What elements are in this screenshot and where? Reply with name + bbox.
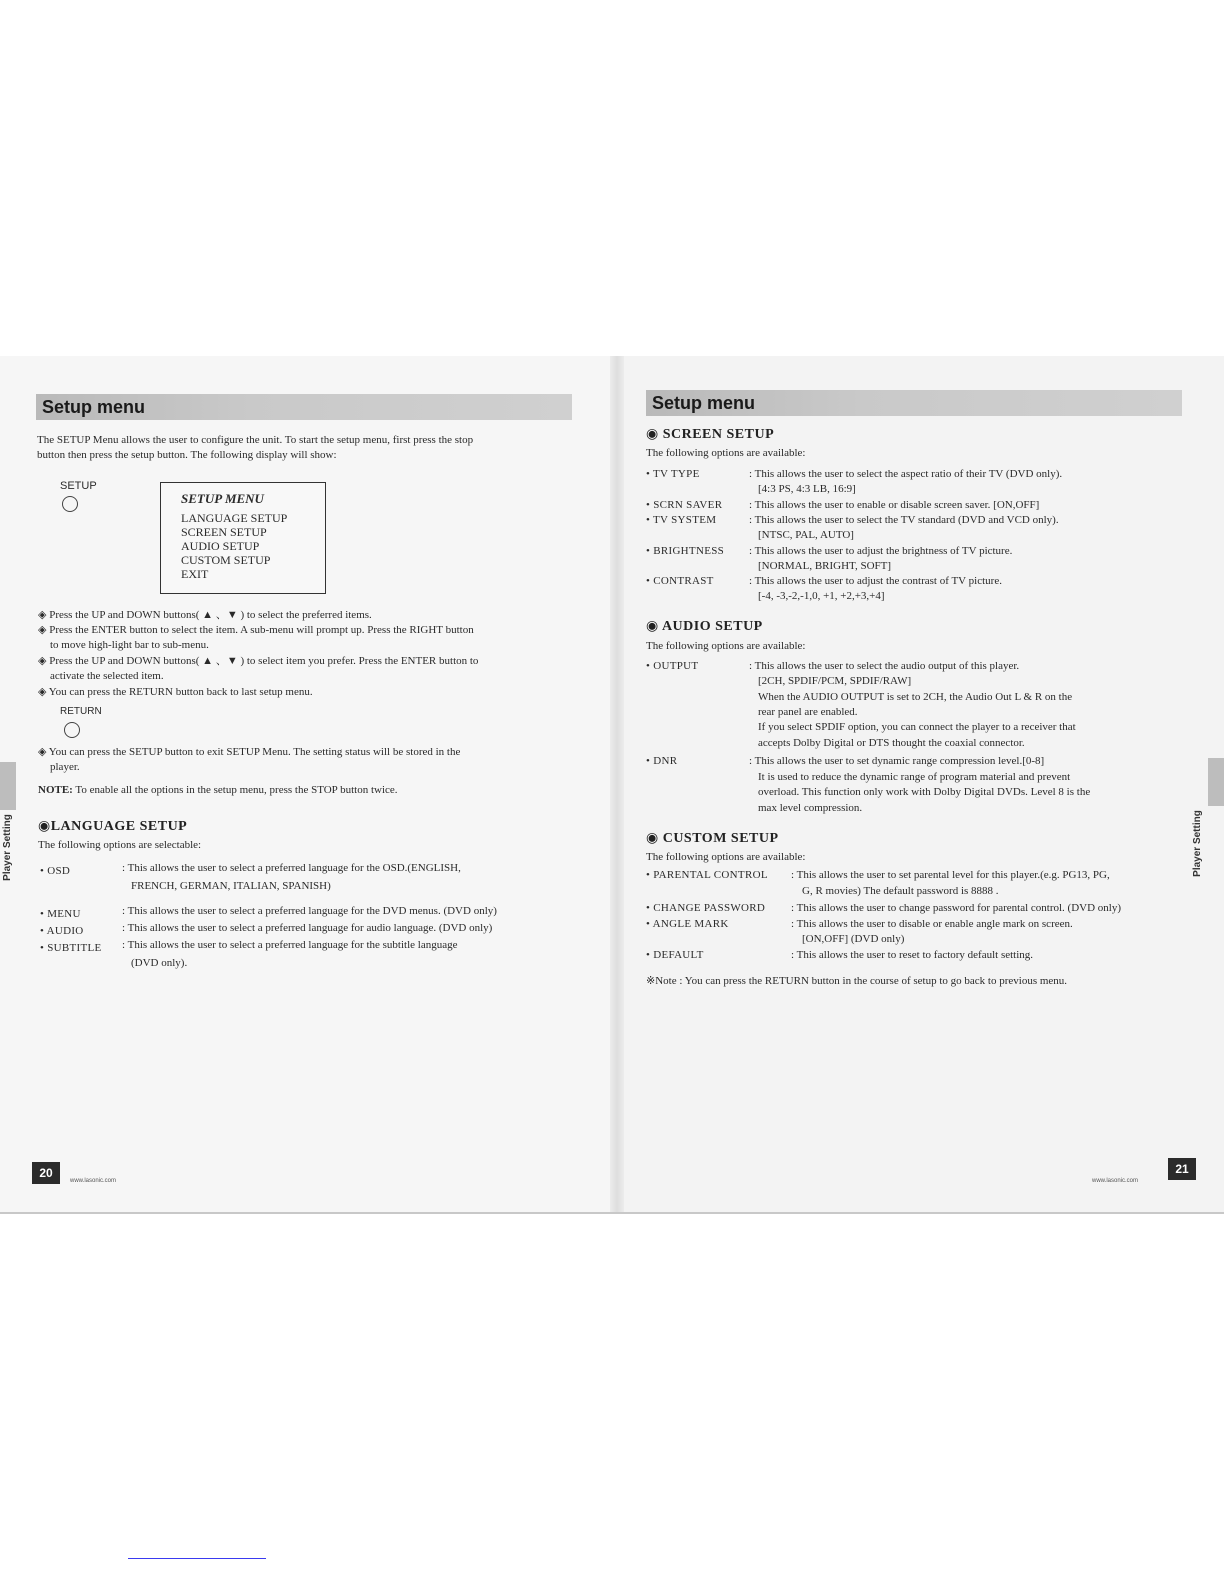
blue-underline <box>128 1558 266 1559</box>
option-label-contrast: • CONTRAST <box>646 575 714 587</box>
option-desc: : This allows the user to disable or enable angle mark on screen. <box>791 918 1073 930</box>
option-label-subtitle: • SUBTITLE <box>40 942 102 954</box>
option-desc: : This allows the user to select a preferred language for the DVD menus. (DVD only) <box>122 905 497 917</box>
book-spread <box>0 356 1224 1214</box>
option-desc: : This allows the user to reset to factory default setting. <box>791 949 1034 961</box>
page-number: 21 <box>1168 1158 1196 1180</box>
setup-menu-item: SCREEN SETUP <box>181 525 267 539</box>
option-desc: It is used to reduce the dynamic range of program material and prevent <box>758 771 1071 783</box>
audio-setup-title: ◉ AUDIO SETUP <box>646 619 763 634</box>
option-label-osd: • OSD <box>40 865 71 877</box>
page-fold <box>610 356 624 1212</box>
left-page <box>0 356 610 1212</box>
option-desc: : This allows the user to adjust the brightness of TV picture. <box>749 545 1013 557</box>
intro-line: button then press the setup button. The following display will show: <box>37 449 337 461</box>
option-label-menu: • MENU <box>40 908 81 920</box>
screen-setup-title: ◉ SCREEN SETUP <box>646 427 775 442</box>
instruction-line: activate the selected item. <box>50 670 164 682</box>
option-desc: [ON,OFF] (DVD only) <box>802 933 905 945</box>
option-desc: : This allows the user to select a preferred language for the subtitle language <box>122 939 458 951</box>
option-desc: : This allows the user to select a preferred language for audio language. (DVD only) <box>122 922 493 934</box>
option-label-output: • OUTPUT <box>646 660 699 672</box>
instruction-line: ◈ Press the ENTER button to select the item. A sub-menu will prompt up. Press the RIGHT button <box>38 624 474 636</box>
setup-menu-item: AUDIO SETUP <box>181 539 260 553</box>
option-label-tv-type: • TV TYPE <box>646 468 700 480</box>
left-page-header: Setup menu <box>36 394 572 420</box>
option-desc: : This allows the user to enable or disable screen saver. [ON,OFF] <box>749 499 1040 511</box>
option-desc: : This allows the user to select a preferred language for the OSD.(ENGLISH, <box>122 862 461 874</box>
custom-setup-title: ◉ CUSTOM SETUP <box>646 831 779 846</box>
option-desc: If you select SPDIF option, you can connect the player to a receiver that <box>758 721 1076 733</box>
side-tab <box>1208 758 1224 806</box>
footer-url: www.lasonic.com <box>70 1178 117 1184</box>
setup-button-label: SETUP <box>60 480 97 492</box>
option-desc: : This allows the user to select the TV standard (DVD and VCD only). <box>749 514 1059 526</box>
return-button-icon <box>64 722 80 738</box>
option-desc: [-4, -3,-2,-1,0, +1, +2,+3,+4] <box>758 590 885 602</box>
option-desc: [4:3 PS, 4:3 LB, 16:9] <box>758 483 856 495</box>
option-label-dnr: • DNR <box>646 755 678 767</box>
exit-note-line: ◈ You can press the SETUP button to exit SETUP Menu. The setting status will be stored in the <box>38 746 461 758</box>
side-tab-text: Player Setting <box>1191 810 1203 877</box>
instruction-line: ◈ You can press the RETURN button back to last setup menu. <box>38 686 313 698</box>
option-desc: [NTSC, PAL, AUTO] <box>758 529 854 541</box>
instruction-line: to move high-light bar to sub-menu. <box>50 639 209 651</box>
setup-button-icon <box>62 496 78 512</box>
note-line <box>38 783 398 798</box>
option-desc: : This allows the user to set parental level for this player.(e.g. PG13, PG, <box>791 869 1110 881</box>
option-desc: accepts Dolby Digital or DTS thought the coaxial connector. <box>758 737 1025 749</box>
option-desc: overload. This function only work with Dolby Digital DVDs. Level 8 is the <box>758 786 1091 798</box>
language-setup-title: ◉LANGUAGE SETUP <box>38 819 188 834</box>
option-desc: : This allows the user to adjust the contrast of TV picture. <box>749 575 1002 587</box>
option-desc: rear panel are enabled. <box>758 706 858 718</box>
setup-menu-item: EXIT <box>181 567 209 581</box>
intro-line: The SETUP Menu allows the user to configure the unit. To start the setup menu, first press the stop <box>37 434 474 446</box>
option-desc: [2CH, SPDIF/PCM, SPDIF/RAW] <box>758 675 912 687</box>
option-label-scrn-saver: • SCRN SAVER <box>646 499 723 511</box>
exit-note-line: player. <box>50 761 80 773</box>
instruction-line: ◈ Press the UP and DOWN buttons( ▲ 、▼ ) to select the preferred items. <box>38 609 372 621</box>
page-number: 20 <box>32 1162 60 1184</box>
option-label-brightness: • BRIGHTNESS <box>646 545 725 557</box>
option-desc: : This allows the user to select the audio output of this player. <box>749 660 1020 672</box>
option-desc: (DVD only). <box>131 957 188 969</box>
option-desc: When the AUDIO OUTPUT is set to 2CH, the Audio Out L & R on the <box>758 691 1073 703</box>
note-text: To enable all the options in the setup menu, press the STOP button twice. <box>75 784 398 796</box>
audio-setup-subtitle: The following options are available: <box>646 640 806 652</box>
setup-menu-display <box>160 482 326 594</box>
setup-menu-item: CUSTOM SETUP <box>181 553 271 567</box>
option-label-default: • DEFAULT <box>646 949 704 961</box>
side-tab <box>0 762 16 810</box>
option-desc: : This allows the user to select the aspect ratio of their TV (DVD only). <box>749 468 1063 480</box>
language-setup-subtitle: The following options are selectable: <box>38 839 202 851</box>
right-page-header: Setup menu <box>646 390 1182 416</box>
custom-setup-subtitle: The following options are available: <box>646 851 806 863</box>
return-note: ※Note : You can press the RETURN button in the course of setup to go back to previous menu. <box>646 975 1068 987</box>
option-desc: FRENCH, GERMAN, ITALIAN, SPANISH) <box>131 880 331 892</box>
footer-url: www.lasonic.com <box>1092 1178 1139 1184</box>
option-label-tv-system: • TV SYSTEM <box>646 514 717 526</box>
screen-setup-subtitle: The following options are available: <box>646 447 806 459</box>
setup-menu-item: LANGUAGE SETUP <box>181 511 288 525</box>
setup-menu-title: SETUP MENU <box>181 491 264 506</box>
option-desc: [NORMAL, BRIGHT, SOFT] <box>758 560 892 572</box>
option-desc: : This allows the user to set dynamic range compression level.[0-8] <box>749 755 1045 767</box>
option-label-change-password: • CHANGE PASSWORD <box>646 902 766 914</box>
option-label-parental-control: • PARENTAL CONTROL <box>646 869 768 881</box>
option-desc: max level compression. <box>758 802 863 814</box>
option-label-audio: • AUDIO <box>40 925 84 937</box>
side-tab-text: Player Setting <box>1 814 13 881</box>
return-button-label: RETURN <box>60 706 102 717</box>
right-page <box>624 356 1224 1212</box>
note-label: NOTE: <box>38 784 73 796</box>
instruction-line: ◈ Press the UP and DOWN buttons( ▲ 、▼ ) to select item you prefer. Press the ENTER button to <box>38 655 479 667</box>
option-desc: G, R movies) The default password is 8888 . <box>802 885 999 897</box>
option-desc: : This allows the user to change password for parental control. (DVD only) <box>791 902 1122 914</box>
option-label-angle-mark: • ANGLE MARK <box>646 918 729 930</box>
